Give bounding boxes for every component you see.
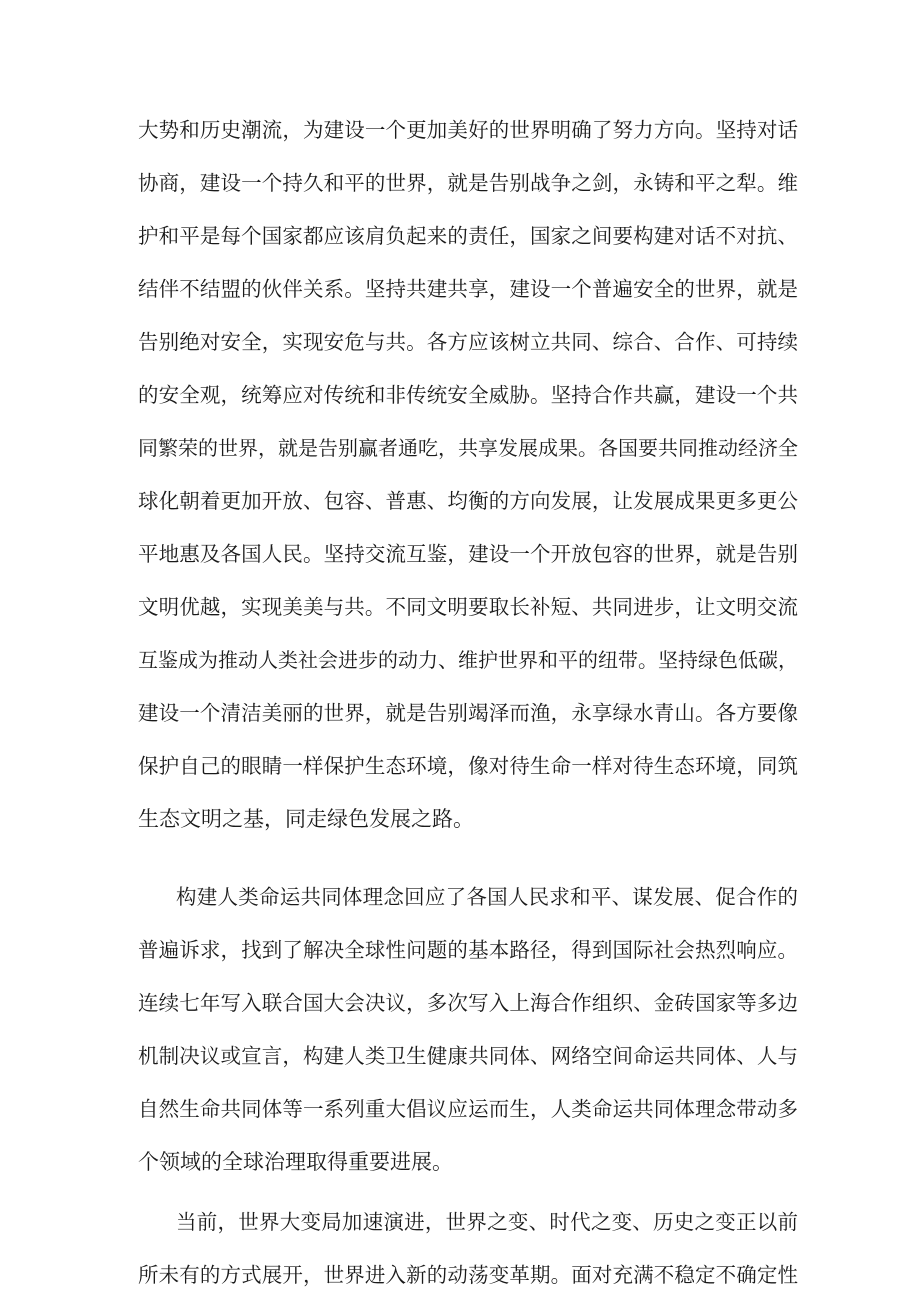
paragraph-line: 建设一个清洁美丽的世界，就是告别竭泽而渔，永享绿水青山。各方要像 [138, 701, 798, 725]
paragraph-line: 协商，建设一个持久和平的世界，就是告别战争之剑，永铸和平之犁。维 [138, 171, 798, 195]
paragraph-line: 所未有的方式展开，世界进入新的动荡变革期。面对充满不稳定不确定性 [138, 1263, 798, 1287]
paragraph-line: 互鉴成为推动人类社会进步的动力、维护世界和平的纽带。坚持绿色低碳， [138, 648, 798, 672]
paragraph-line: 自然生命共同体等一系列重大倡议应运而生，人类命运共同体理念带动多 [138, 1097, 798, 1121]
paragraph-line: 普遍诉求，找到了解决全球性问题的基本路径，得到国际社会热烈响应。 [138, 938, 798, 962]
paragraph-line: 机制决议或宣言，构建人类卫生健康共同体、网络空间命运共同体、人与 [138, 1044, 798, 1068]
paragraph-line: 保护自己的眼睛一样保护生态环境，像对待生命一样对待生态环境，同筑 [138, 754, 798, 778]
paragraph-line: 个领域的全球治理取得重要进展。 [138, 1150, 453, 1174]
paragraph-line: 文明优越，实现美美与共。不同文明要取长补短、共同进步，让文明交流 [138, 595, 798, 619]
paragraph-line: 生态文明之基，同走绿色发展之路。 [138, 807, 474, 831]
paragraph-line: 告别绝对安全，实现安危与共。各方应该树立共同、综合、合作、可持续 [138, 330, 798, 354]
paragraph-line: 同繁荣的世界，就是告别赢者通吃，共享发展成果。各国要共同推动经济全 [138, 436, 798, 460]
paragraph-line: 结伴不结盟的伙伴关系。坚持共建共享，建设一个普遍安全的世界，就是 [138, 277, 798, 301]
paragraph-line: 的安全观，统筹应对传统和非传统安全威胁。坚持合作共赢，建设一个共 [138, 383, 798, 407]
paragraph-line: 大势和历史潮流，为建设一个更加美好的世界明确了努力方向。坚持对话 [138, 118, 798, 142]
paragraph-line: 平地惠及各国人民。坚持交流互鉴，建设一个开放包容的世界，就是告别 [138, 542, 798, 566]
paragraph-line: 护和平是每个国家都应该肩负起来的责任，国家之间要构建对话不对抗、 [138, 224, 798, 248]
paragraph-line: 当前，世界大变局加速演进，世界之变、时代之变、历史之变正以前 [176, 1210, 798, 1234]
paragraph-line: 构建人类命运共同体理念回应了各国人民求和平、谋发展、促合作的 [176, 885, 798, 909]
paragraph-line: 球化朝着更加开放、包容、普惠、均衡的方向发展，让发展成果更多更公 [138, 489, 798, 513]
paragraph-line: 连续七年写入联合国大会决议，多次写入上海合作组织、金砖国家等多边 [138, 991, 798, 1015]
